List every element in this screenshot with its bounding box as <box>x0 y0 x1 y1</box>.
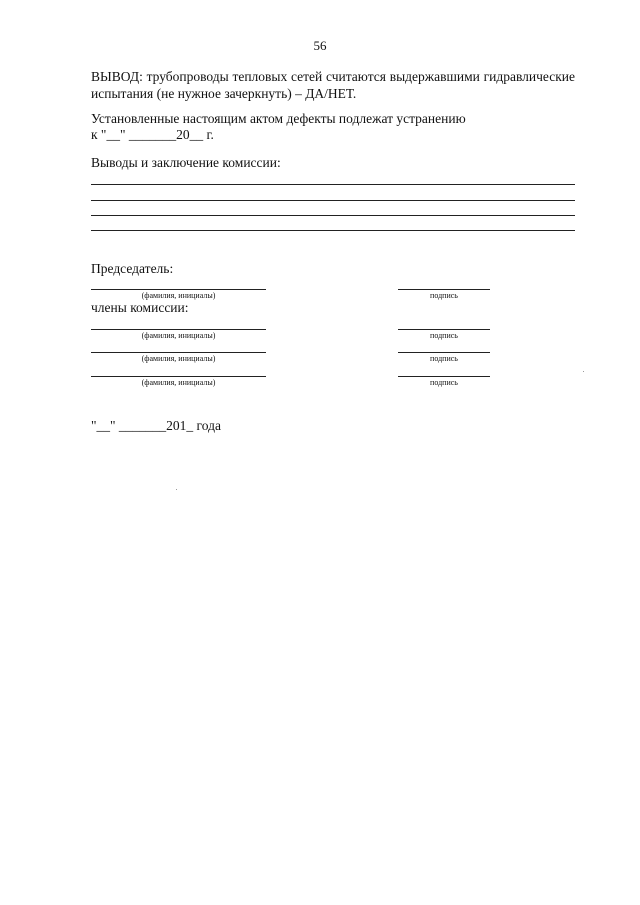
chairman-signature-line <box>398 289 490 290</box>
member-3-name-line <box>91 376 266 377</box>
chairman-name-line <box>91 289 266 290</box>
scan-speck <box>176 489 177 490</box>
member-2-signature-caption: подпись <box>430 354 458 363</box>
members-label: члены комиссии: <box>91 300 189 315</box>
member-3-signature-line <box>398 376 490 377</box>
member-3-name-caption: (фамилия, инициалы) <box>141 378 216 387</box>
commission-conclusions-heading: Выводы и заключение комиссии: <box>91 155 281 170</box>
defects-line-1: Установленные настоящим актом дефекты подлежат устранению <box>91 111 466 126</box>
chairman-signature-caption: подпись <box>430 291 458 300</box>
conclusion-blank-line-1 <box>91 184 575 185</box>
scan-speck <box>583 371 584 372</box>
chairman-label: Председатель: <box>91 261 174 276</box>
conclusion-line-1: ВЫВОД: трубопроводы тепловых сетей считаются выдержавшими гидравлические <box>91 69 575 84</box>
member-3-signature-caption: подпись <box>430 378 458 387</box>
conclusion-blank-line-4 <box>91 230 575 231</box>
member-2-name-caption: (фамилия, инициалы) <box>141 354 216 363</box>
member-2-name-line <box>91 352 266 353</box>
conclusion-paragraph <box>91 68 575 102</box>
conclusion-blank-line-2 <box>91 200 575 201</box>
page-number: 56 <box>313 38 327 53</box>
member-1-signature-caption: подпись <box>430 331 458 340</box>
date-line: "__" _______201_ года <box>91 418 221 433</box>
member-2-signature-line <box>398 352 490 353</box>
member-1-name-caption: (фамилия, инициалы) <box>141 331 216 340</box>
member-1-name-line <box>91 329 266 330</box>
conclusion-line-2: испытания (не нужное зачеркнуть) – ДА/НЕТ. <box>91 86 357 101</box>
conclusion-blank-line-3 <box>91 215 575 216</box>
member-1-signature-line <box>398 329 490 330</box>
defects-deadline-line: к "__" _______20__ г. <box>91 127 214 142</box>
chairman-name-caption: (фамилия, инициалы) <box>141 291 216 300</box>
defects-paragraph <box>91 111 575 143</box>
